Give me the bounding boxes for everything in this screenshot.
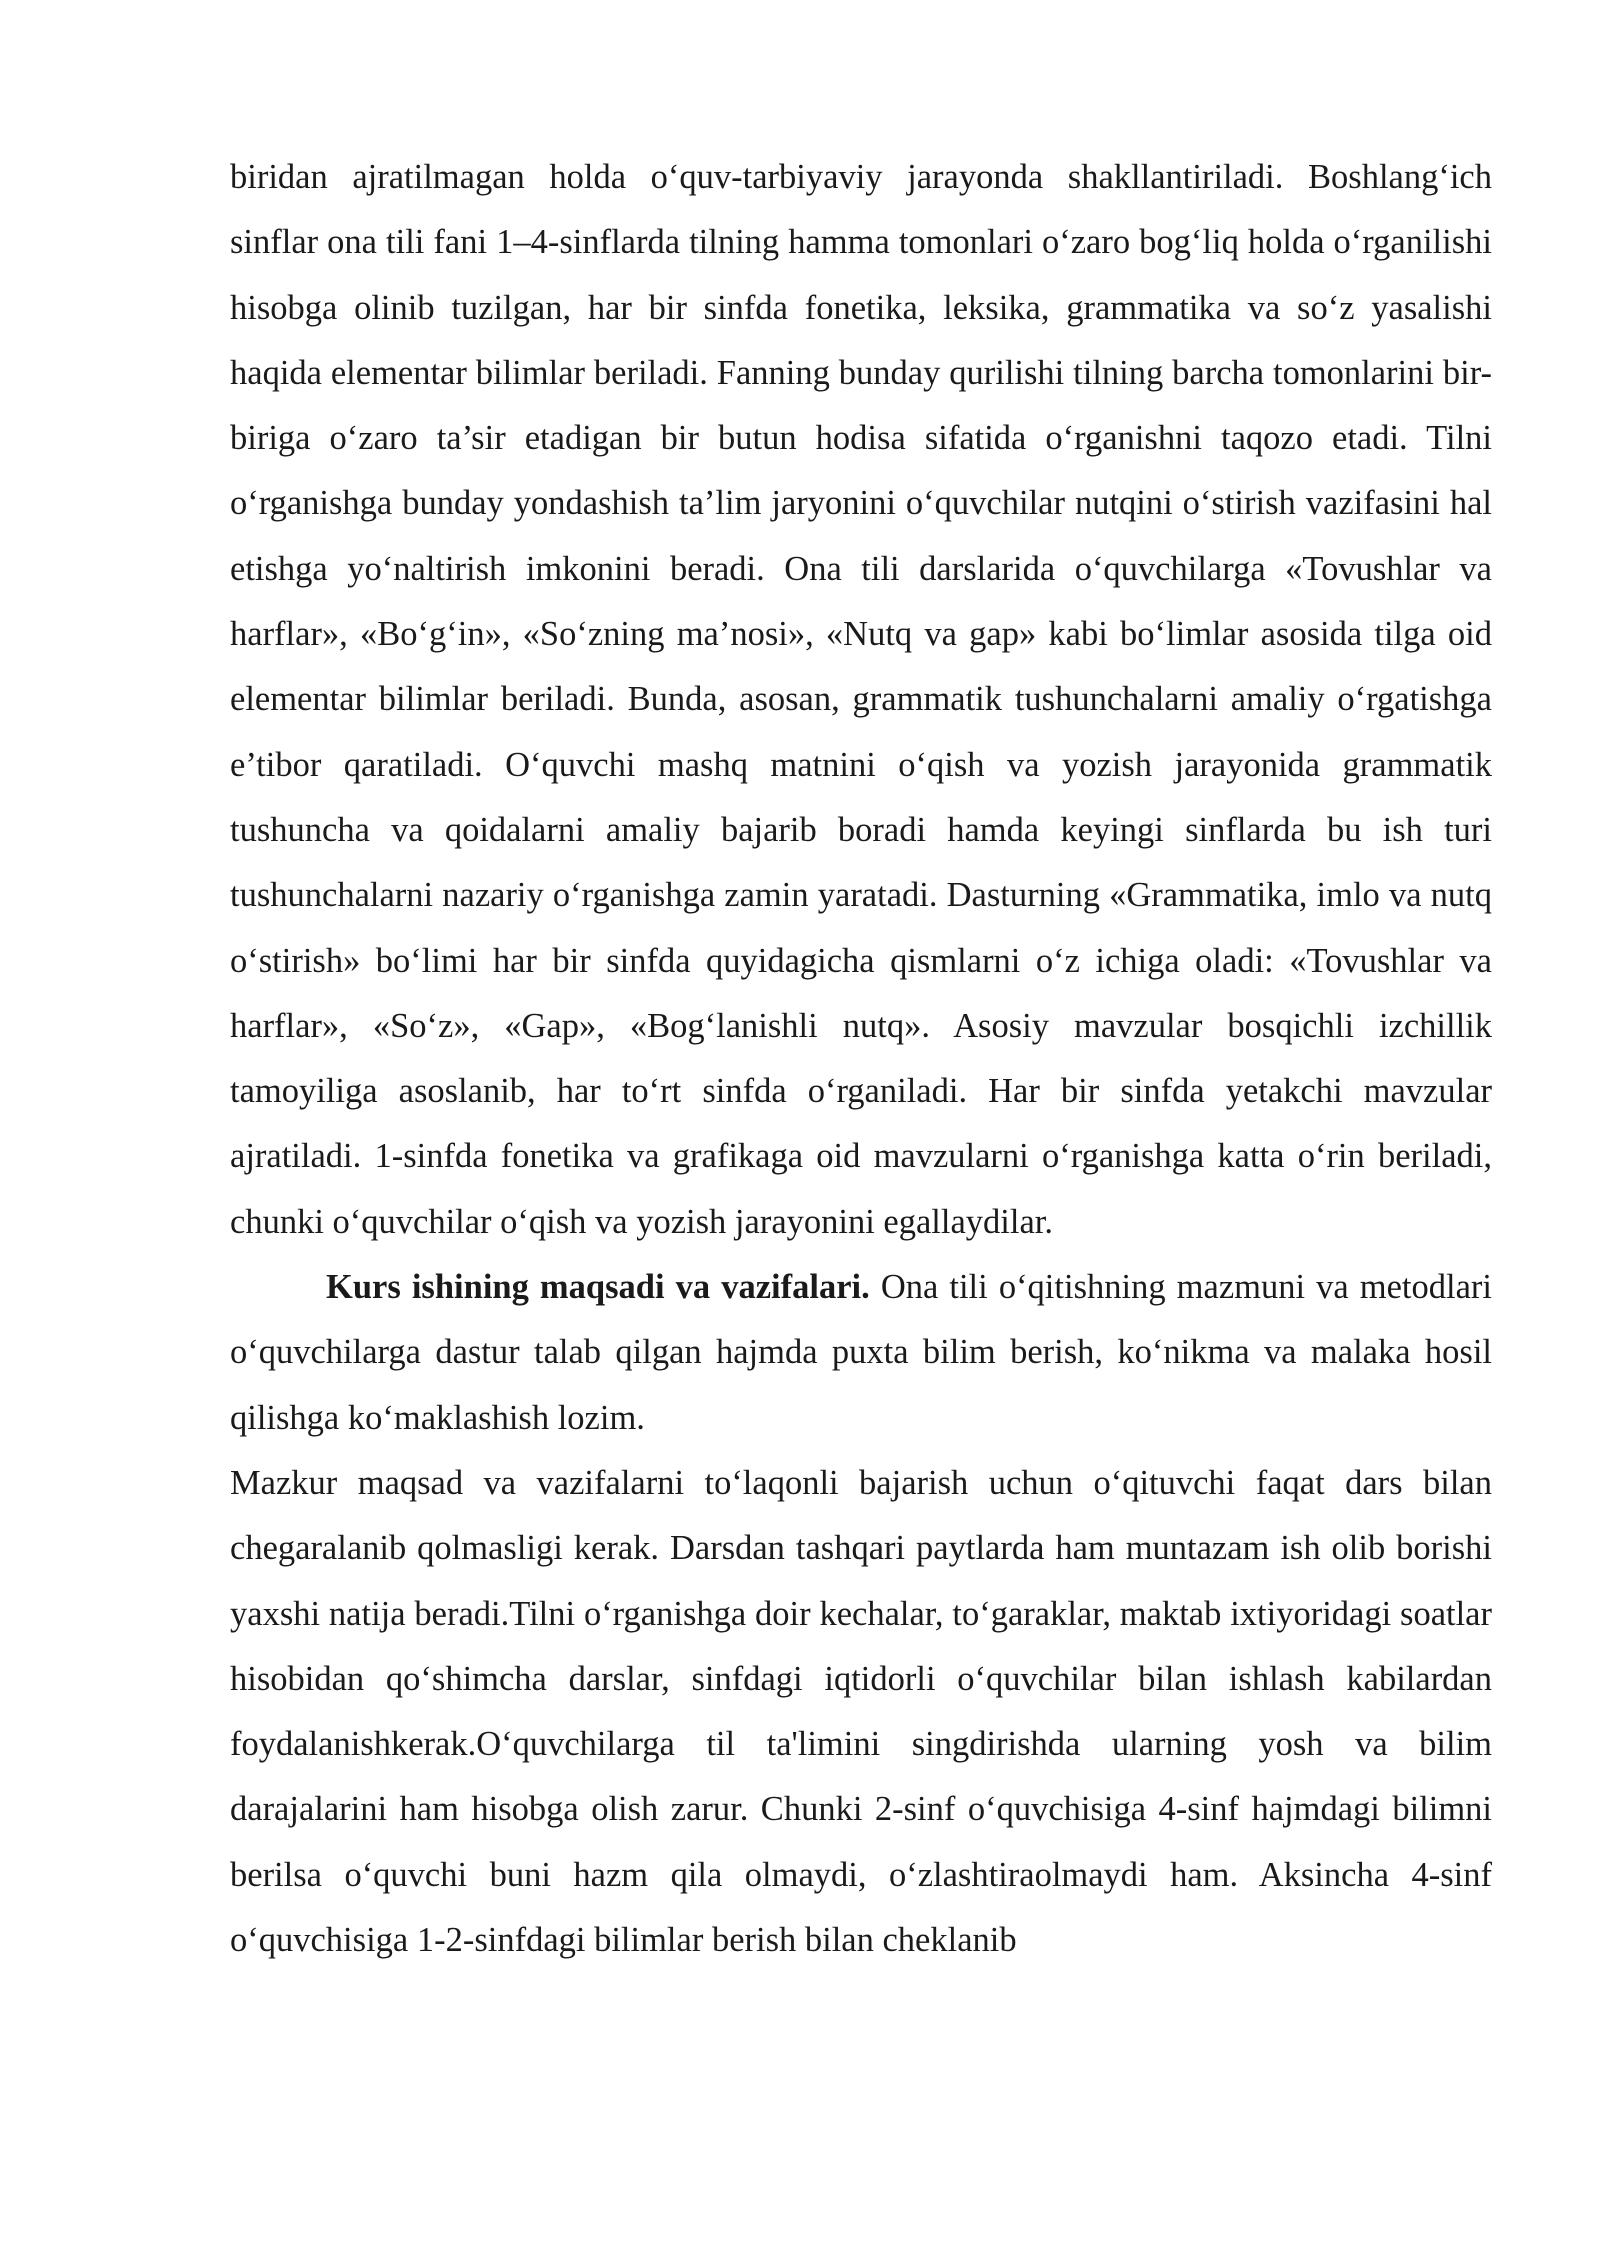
paragraph-tasks: Mazkur maqsad va vazifalarni to‘laqonli bajarish uchun o‘qituvchi faqat dars bilan chegaralanib qolmasligi kerak. Darsdan tashqari paytlarda ham muntazam ish olib borishi yaxshi natija beradi.Tilni o‘rganishga doir kechalar, to‘garaklar, maktab ixtiyoridagi soatlar hisobidan qo‘shimcha darslar, sinfdagi iqtidorli o‘quvchilar bilan ishlash kabilardan foydalanishkerak.O‘quvchilarga til ta'limini singdirishda ularning yosh va bilim darajalarini ham hisobga olish zarur. Chunki 2-sinf o‘quvchisiga 4-sinf hajmdagi bilimni berilsa o‘quvchi buni hazm qila olmaydi, o‘zlashtiraolmaydi ham. Aksincha 4-sinf o‘quvchisiga 1-2-sinfdagi bilimlar berish bilan cheklanib xyxy=(230,1463,1492,1960)
document-page xyxy=(230,145,1492,1973)
paragraph-intro: biridan ajratilmagan holda o‘quv-tarbiyaviy jarayonda shakllantiriladi. Boshlang‘ich sinflar ona tili fani 1–4-sinflarda tilning hamma tomonlari o‘zaro bog‘liq holda o‘rganilishi hisobga olinib tuzilgan, har bir sinfda fonetika, leksika, grammatika va so‘z yasalishi haqida elementar bilimlar beriladi. Fanning bunday qurilishi tilning barcha tomonlarini bir-biriga o‘zaro ta’sir etadigan bir butun hodisa sifatida o‘rganishni taqozo etadi. Tilni o‘rganishga bunday yondashish ta’lim jaryonini o‘quvchilar nutqini o‘stirish vazifasini hal etishga yo‘naltirish imkonini beradi. Ona tili darslarida o‘quvchilarga «Tovushlar va harflar», «Bo‘g‘in», «So‘zning ma’nosi», «Nutq va gap» kabi bo‘limlar asosida tilga oid elementar bilimlar beriladi. Bunda, asosan, grammatik tushunchalarni amaliy o‘rgatishga e’tibor qaratiladi. O‘quvchi mashq matnini o‘qish va yozish jarayonida grammatik tushuncha va qoidalarni amaliy bajarib boradi hamda keyingi sinflarda bu ish turi tushunchalarni nazariy o‘rganishga zamin yaratadi. Dasturning «Grammatika, imlo va nutq o‘stirish» bo‘limi har bir sinfda quyidagicha qismlarni o‘z ichiga oladi: «Tovushlar va harflar», «So‘z», «Gap», «Bog‘lanishli nutq». Asosiy mavzular bosqichli izchillik tamoyiliga asoslanib, har to‘rt sinfda o‘rganiladi. Har bir sinfda yetakchi mavzular ajratiladi. 1-sinfda fonetika va grafikaga oid mavzularni o‘rganishga katta o‘rin beriladi, chunki o‘quvchilar o‘qish va yozish jarayonini egallaydilar. xyxy=(230,158,1492,1241)
section-heading-course-goals: Kurs ishining maqsadi va vazifalari. xyxy=(326,1268,870,1307)
paragraph-course-goals xyxy=(230,1255,1492,1451)
paragraph-course-goals-text: Ona tili o‘qitishning mazmuni va metodlari o‘quvchilarga dastur talab qilgan hajmda puxta bilim berish, ko‘nikma va malaka hosil qilishga ko‘maklashish lozim. xyxy=(230,1268,1492,1437)
